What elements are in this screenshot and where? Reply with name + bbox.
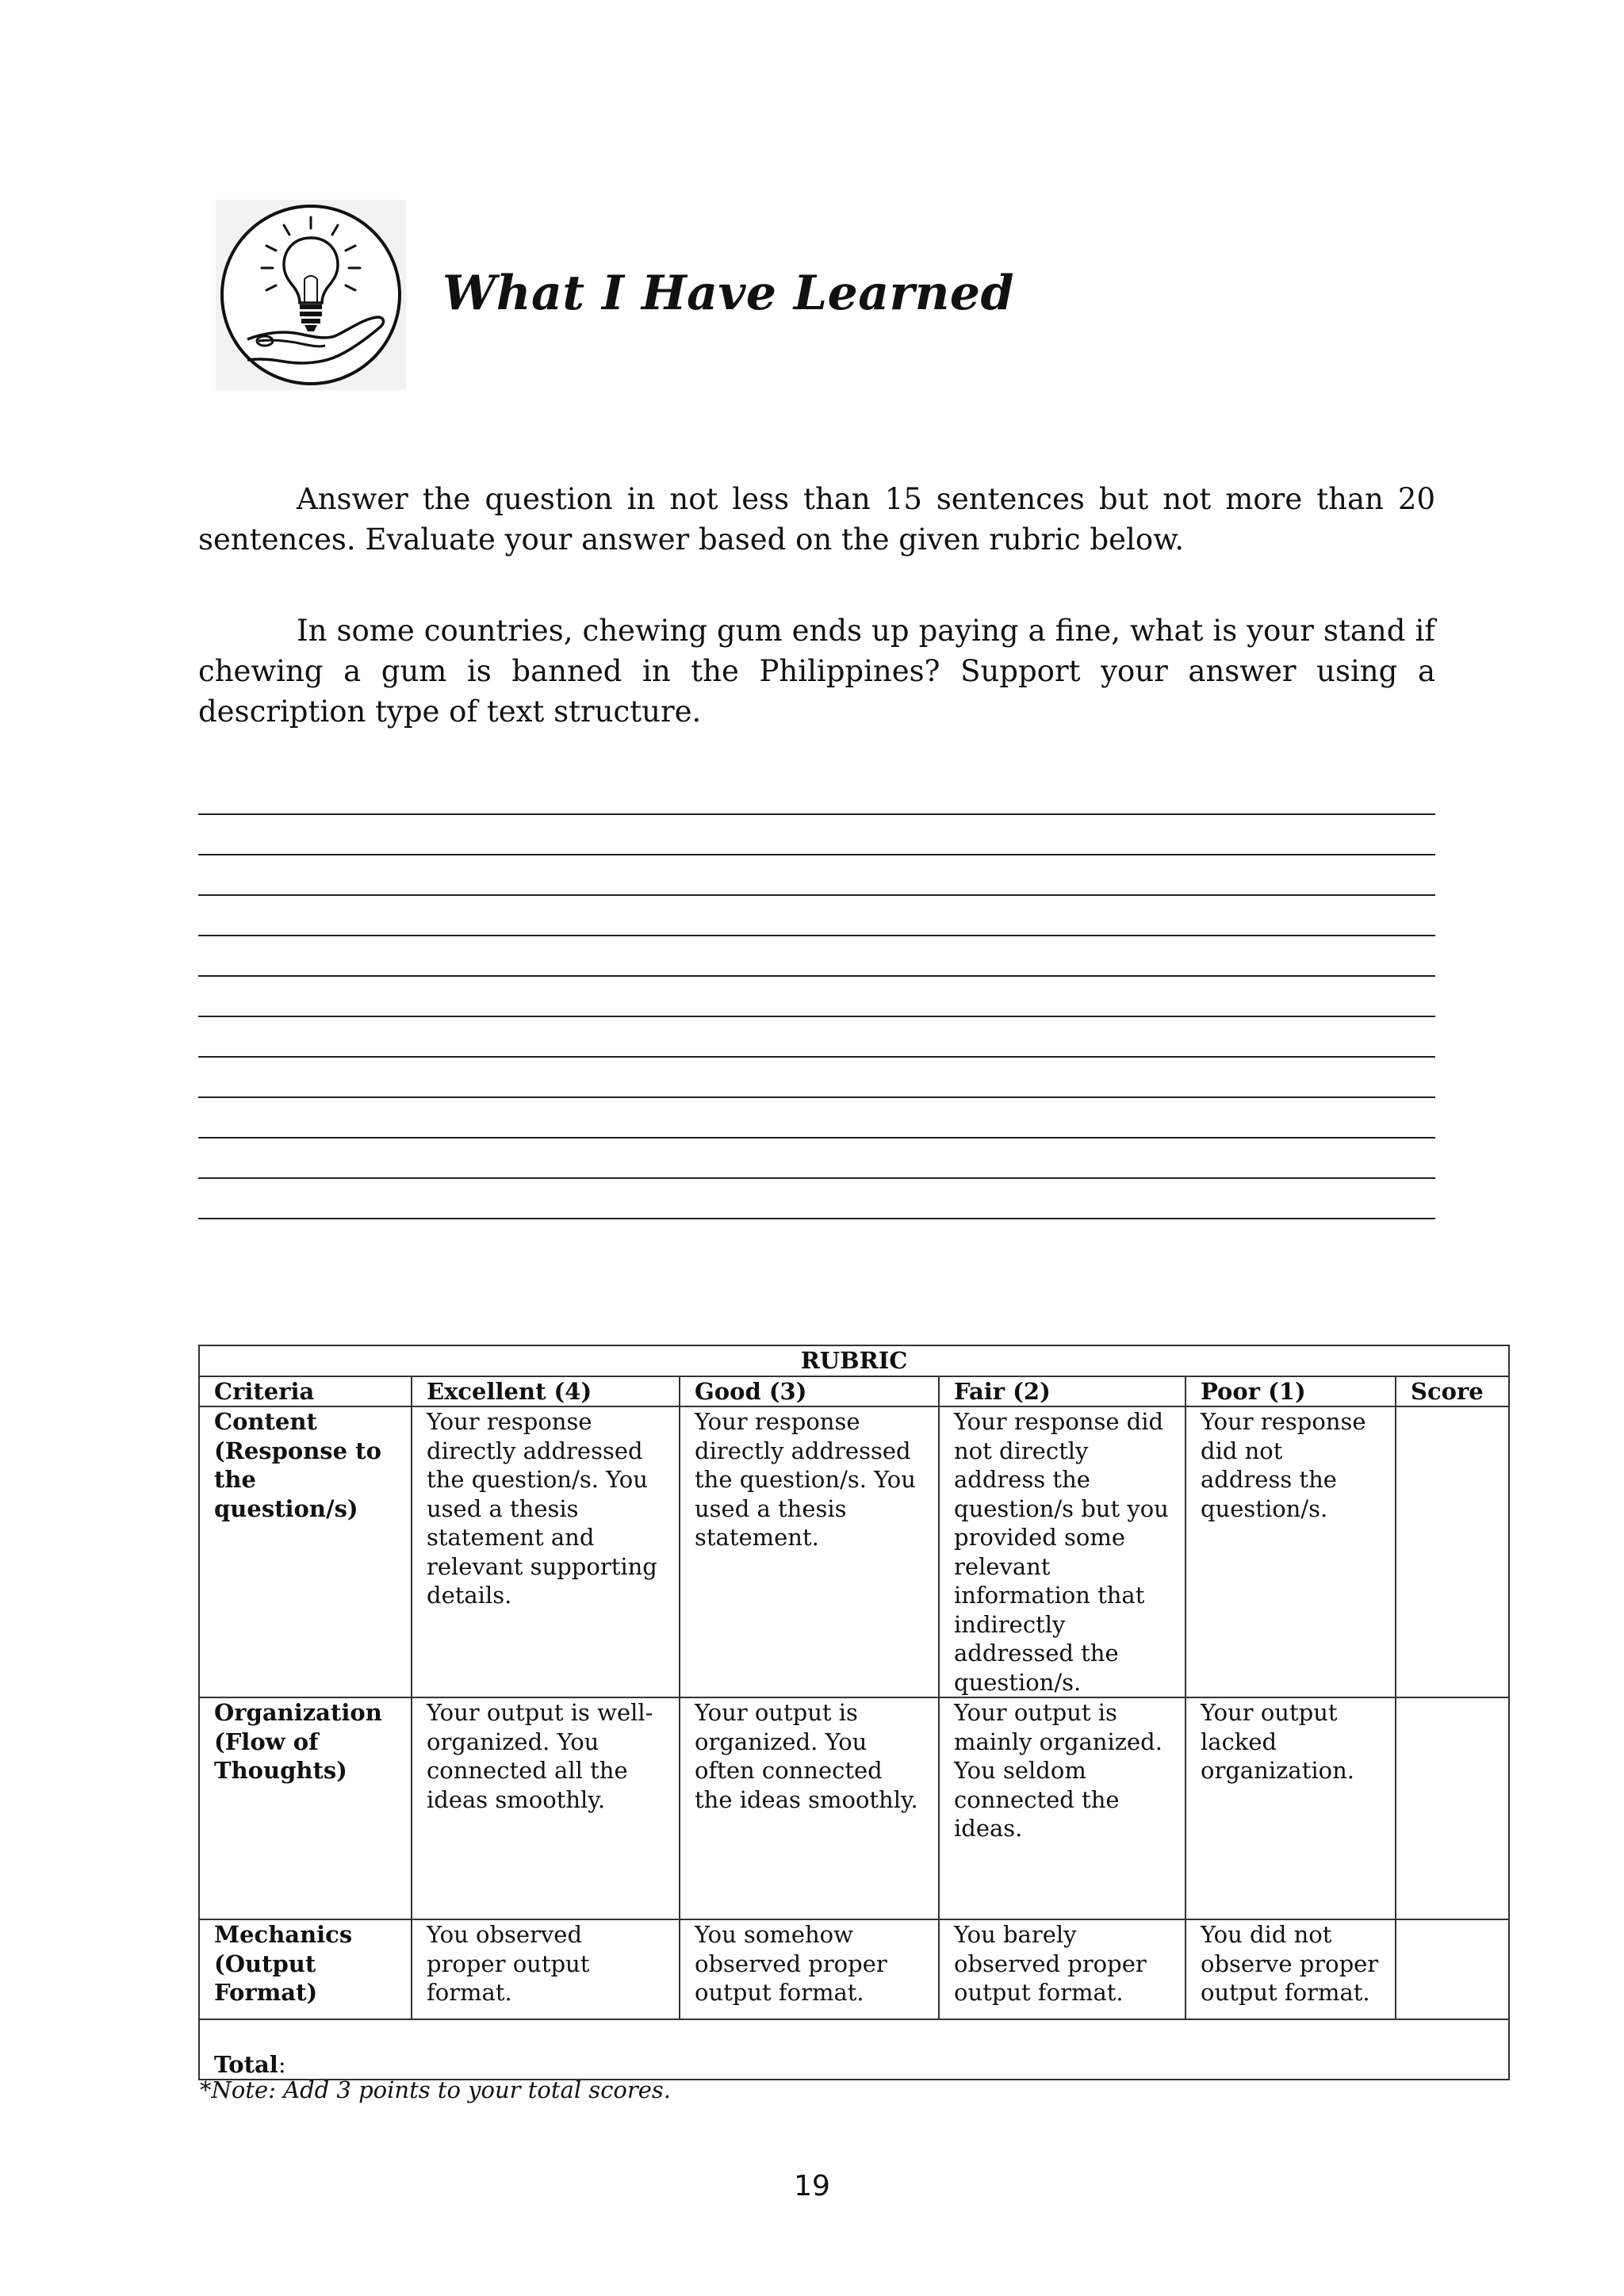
answer-line[interactable]: [198, 1016, 1435, 1017]
total-colon: :: [278, 2050, 286, 2078]
excellent-cell: Your response directly addressed the question/s. You used a thesis statement and relevant supporting details.: [412, 1406, 680, 1697]
criteria-cell: Organization (Flow of Thoughts): [199, 1697, 412, 1919]
good-cell: You somehow observed proper output format.: [680, 1919, 939, 2019]
score-cell[interactable]: [1396, 1919, 1509, 2019]
answer-line[interactable]: [198, 1218, 1435, 1219]
answer-line[interactable]: [198, 813, 1435, 815]
answer-line[interactable]: [198, 1096, 1435, 1098]
rubric-table: [198, 1345, 1510, 2080]
answer-line[interactable]: [198, 1177, 1435, 1179]
instructions-paragraph: Answer the question in not less than 15 sentences but not more than 20 sentences. Evaluate your answer based on the given rubric below.: [198, 482, 1435, 557]
column-header-excellent: Excellent (4): [412, 1376, 680, 1407]
criteria-cell: Mechanics (Output Format): [199, 1919, 412, 2019]
column-header-criteria: Criteria: [199, 1376, 412, 1407]
column-header-fair: Fair (2): [939, 1376, 1185, 1407]
excellent-cell: Your output is well-organized. You connected all the ideas smoothly.: [412, 1697, 680, 1919]
answer-lines[interactable]: [198, 813, 1435, 1258]
total-row: [199, 2019, 1509, 2080]
score-cell[interactable]: [1396, 1697, 1509, 1919]
answer-line[interactable]: [198, 935, 1435, 936]
question-paragraph: In some countries, chewing gum ends up paying a fine, what is your stand if chewing a gum is banned in the Philippines? Support your answer using a description type of text structure.: [198, 614, 1435, 729]
total-label: Total: [214, 2050, 278, 2078]
lightbulb-hand-icon: [216, 200, 406, 390]
answer-line[interactable]: [198, 1137, 1435, 1138]
answer-line[interactable]: [198, 854, 1435, 855]
good-cell: Your response directly addressed the question/s. You used a thesis statement.: [680, 1406, 939, 1697]
rubric-title: RUBRIC: [199, 1345, 1509, 1376]
rubric-header-row: [199, 1376, 1509, 1407]
fair-cell: Your output is mainly organized. You seldom connected the ideas.: [939, 1697, 1185, 1919]
good-cell: Your output is organized. You often connected the ideas smoothly.: [680, 1697, 939, 1919]
total-cell[interactable]: [199, 2019, 1509, 2080]
poor-cell: Your output lacked organization.: [1185, 1697, 1396, 1919]
scoring-note: *Note: Add 3 points to your total scores.: [200, 2076, 672, 2103]
table-row: [199, 1697, 1509, 1919]
criteria-cell: Content (Response to the question/s): [199, 1406, 412, 1697]
table-row: [199, 1406, 1509, 1697]
rubric-title-row: [199, 1345, 1509, 1376]
section-title: What I Have Learned: [442, 266, 1015, 321]
poor-cell: Your response did not address the question/s.: [1185, 1406, 1396, 1697]
answer-line[interactable]: [198, 894, 1435, 896]
poor-cell: You did not observe proper output format.: [1185, 1919, 1396, 2019]
column-header-poor: Poor (1): [1185, 1376, 1396, 1407]
column-header-good: Good (3): [680, 1376, 939, 1407]
answer-line[interactable]: [198, 1056, 1435, 1058]
score-cell[interactable]: [1396, 1406, 1509, 1697]
fair-cell: Your response did not directly address the question/s but you provided some relevant information that indirectly addressed the question/s.: [939, 1406, 1185, 1697]
page-number: 19: [794, 2170, 830, 2202]
answer-line[interactable]: [198, 975, 1435, 977]
excellent-cell: You observed proper output format.: [412, 1919, 680, 2019]
table-row: [199, 1919, 1509, 2019]
column-header-score: Score: [1396, 1376, 1509, 1407]
fair-cell: You barely observed proper output format.: [939, 1919, 1185, 2019]
